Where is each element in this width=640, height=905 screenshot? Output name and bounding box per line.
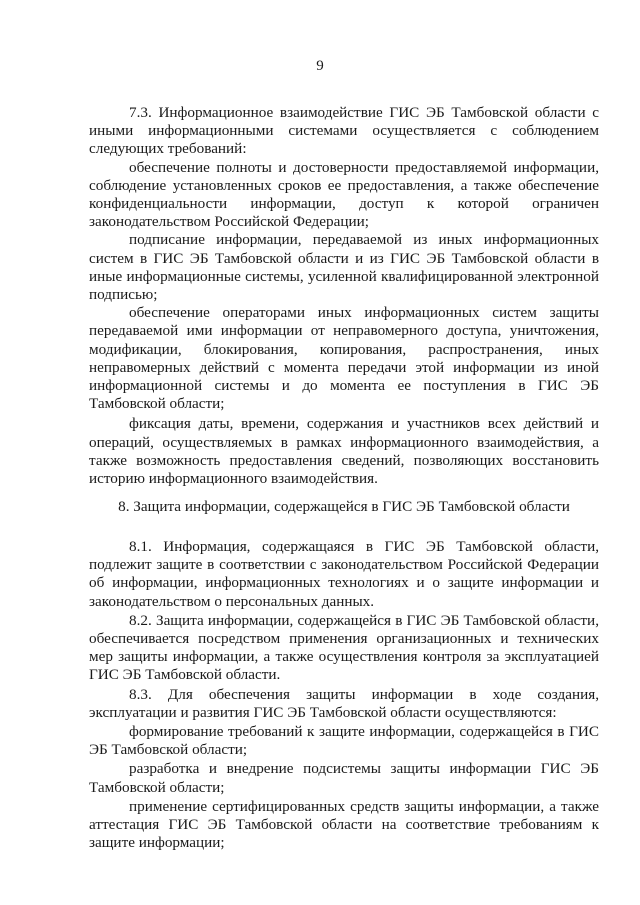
paragraph-8-1: 8.1. Информация, содержащаяся в ГИС ЭБ Тамбовской области, подлежит защите в соответствии с законодательством Российской Федерации об информации, информационных технологиях и о защите информации и законодательством о персональных данных. [89, 538, 599, 610]
list-item-signature: подписание информации, передаваемой из иных информационных систем в ГИС ЭБ Тамбовской области и из ГИС ЭБ Тамбовской области в иные информационные системы, усиленной квалифицированной электронной подписью; [89, 231, 599, 304]
section-8-body [89, 538, 599, 853]
section-7-body [89, 104, 599, 488]
list-item-protection: обеспечение операторами иных информационных систем защиты передаваемой ими информации от неправомерного доступа, уничтожения, модификации, блокирования, копирования, распространения, иных неправомерных действий с момента передачи этой информации из иной информационной системы и до момента ее поступления в ГИС ЭБ Тамбовской области; [89, 304, 599, 413]
paragraph-7-3: 7.3. Информационное взаимодействие ГИС ЭБ Тамбовской области с иными информационными системами осуществляется с соблюдением следующих требований: [89, 104, 599, 158]
section-8-heading: 8. Защита информации, содержащейся в ГИС ЭБ Тамбовской области [118, 498, 570, 515]
list-item-certified-tools: применение сертифицированных средств защиты информации, а также аттестация ГИС ЭБ Тамбовской области на соответствие требованиям к защите информации; [89, 797, 599, 852]
paragraph-8-2: 8.2. Защита информации, содержащейся в ГИС ЭБ Тамбовской области, обеспечивается посредством применения организационных и технических мер защиты информации, а также осуществления контроля за эксплуатацией ГИС ЭБ Тамбовской области. [89, 611, 599, 684]
list-item-logging: фиксация даты, времени, содержания и участников всех действий и операций, осуществляемых в рамках информационного взаимодействия, а также возможность предоставления сведений, позволяющих восстановить историю информационного взаимодействия. [89, 415, 599, 488]
list-item-subsystem: разработка и внедрение подсистемы защиты информации ГИС ЭБ Тамбовской области; [89, 760, 599, 796]
paragraph-8-3: 8.3. Для обеспечения защиты информации в ходе создания, эксплуатации и развития ГИС ЭБ Тамбовской области осуществляются: [89, 685, 599, 721]
list-item-completeness: обеспечение полноты и достоверности предоставляемой информации, соблюдение установленных сроков ее предоставления, а также обеспечение конфиденциальности информации, доступ к которой ограничен законодательством Российской Федерации; [89, 158, 599, 231]
list-item-requirements: формирование требований к защите информации, содержащейся в ГИС ЭБ Тамбовской области; [89, 723, 599, 759]
page-number: 9 [316, 58, 324, 74]
